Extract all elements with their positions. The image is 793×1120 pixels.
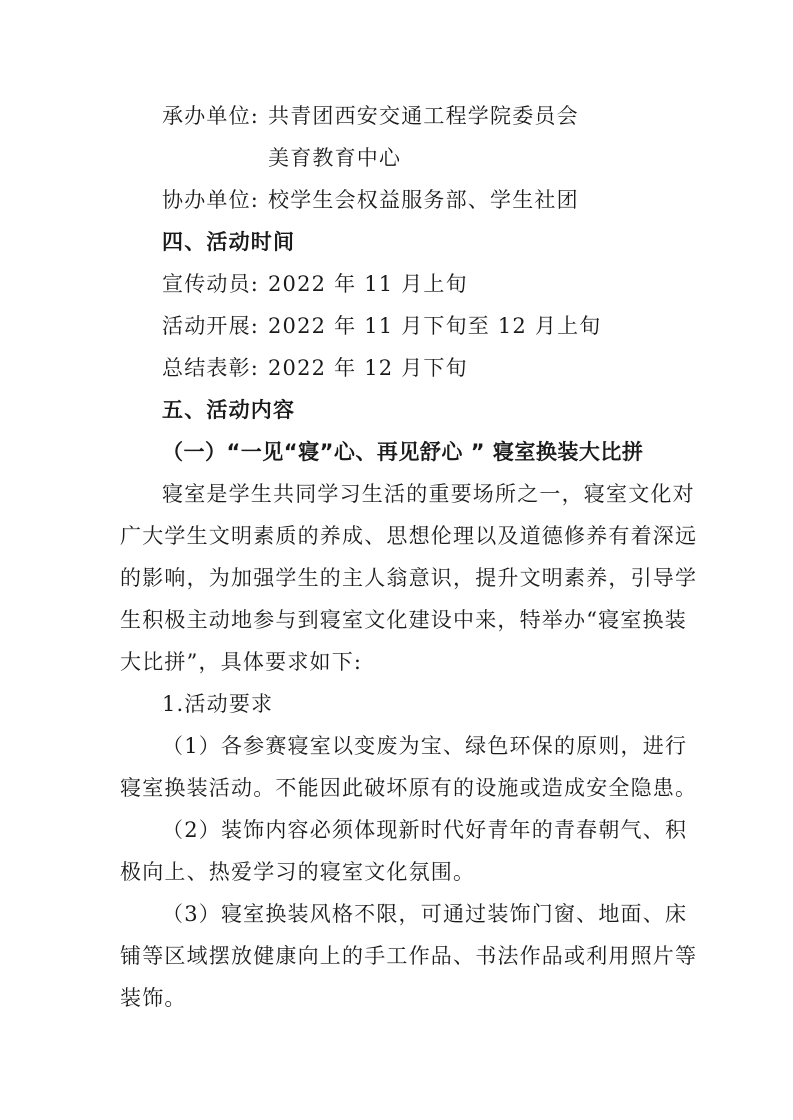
- schedule-label-1: 宣传动员:: [162, 272, 260, 296]
- requirement-3-line-1: （3）寝室换装风格不限，可通过装饰门窗、地面、床: [162, 902, 688, 926]
- requirement-1-line-2: 寝室换装活动。不能因此破坏原有的设施或造成安全隐患。: [120, 776, 698, 800]
- schedule-value-1: 2022 年 11 月上旬: [268, 272, 468, 296]
- requirement-3-line-3: 装饰。: [120, 986, 187, 1010]
- host-line-2: 美育教育中心: [268, 146, 402, 170]
- intro-line-1: 寝室是学生共同学习生活的重要场所之一，寝室文化对: [162, 482, 695, 506]
- intro-line-4: 生积极主动地参与到寝室文化建设中来，特举办“寝室换装: [120, 608, 687, 632]
- requirement-1-line-1: （1）各参赛寝室以变废为宝、绿色环保的原则，进行: [162, 734, 688, 758]
- subsection-1-title: （一）“一见“寝”心、再见舒心 ” 寝室换装大比拼: [162, 440, 644, 464]
- schedule-value-3: 2022 年 12 月下旬: [268, 356, 468, 380]
- requirements-title: 1.活动要求: [162, 692, 274, 716]
- host-line-1: 共青团西安交通工程学院委员会: [268, 104, 579, 128]
- requirement-3-line-2: 铺等区域摆放健康向上的手工作品、书法作品或利用照片等: [120, 944, 698, 968]
- schedule-value-2: 2022 年 11 月下旬至 12 月上旬: [268, 314, 602, 338]
- intro-line-3: 的影响，为加强学生的主人翁意识，提升文明素养，引导学: [120, 566, 698, 590]
- section-4-title: 四、活动时间: [162, 230, 296, 254]
- requirement-2-line-1: （2）装饰内容必须体现新时代好青年的青春朝气、积: [162, 818, 688, 842]
- intro-line-5: 大比拼”，具体要求如下:: [120, 650, 363, 674]
- section-5-title: 五、活动内容: [162, 398, 296, 422]
- co-value: 校学生会权益服务部、学生社团: [268, 188, 579, 212]
- co-label: 协办单位:: [162, 188, 260, 212]
- schedule-label-2: 活动开展:: [162, 314, 260, 338]
- host-label: 承办单位:: [162, 104, 260, 128]
- requirement-2-line-2: 极向上、热爱学习的寝室文化氛围。: [120, 860, 476, 884]
- schedule-label-3: 总结表彰:: [162, 356, 260, 380]
- intro-line-2: 广大学生文明素质的养成、思想伦理以及道德修养有着深远: [120, 524, 698, 548]
